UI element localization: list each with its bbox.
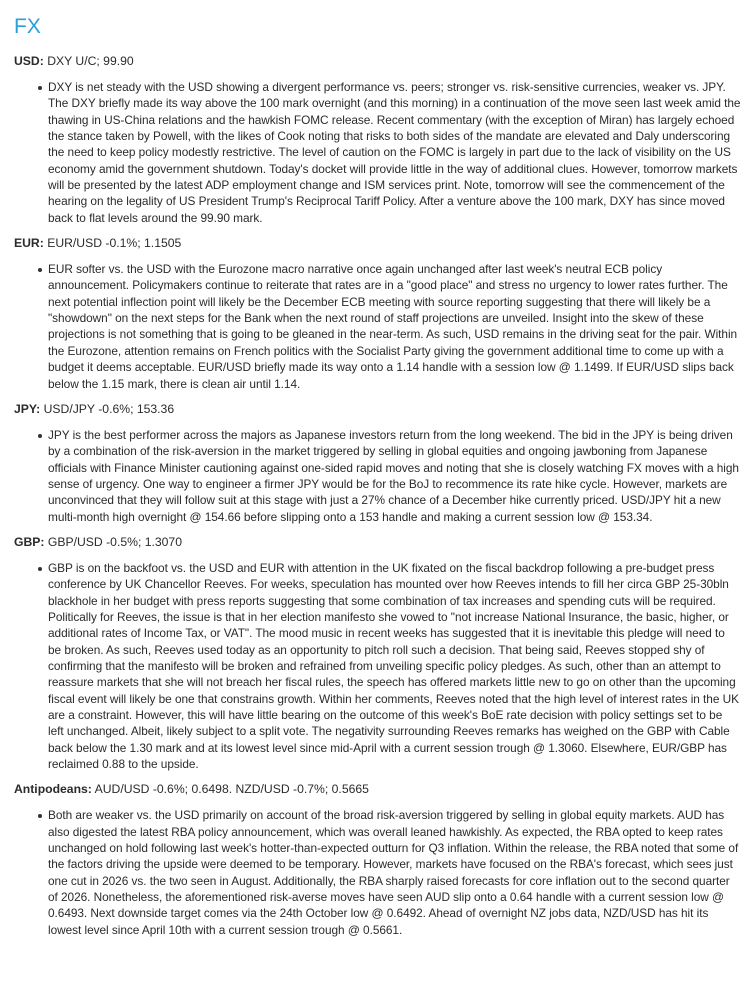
section-name: USD: [14, 54, 44, 68]
section-gbp [14, 534, 741, 772]
bullet-text: EUR softer vs. the USD with the Eurozone macro narrative once again unchanged after last week's neutral ECB policy announcement. Policymakers continue to reiterate that rates are in a "good place" and stress no urgency to lower rates further. The next potential inflection point will likely be the December ECB meeting with source reporting suggesting that there will likely be a "showdown" on the next steps for the Bank when the next round of staff projections are unveiled. Insight into the skew of these projections is not something that is going to be gleaned in the near-term. As such, USD remains in the driving seat for the pair. Within the Eurozone, attention remains on French politics with the Socialist Party giving the government additional time to come up with a budget it deems acceptable. EUR/USD briefly made its way onto a 1.14 handle with a session low @ 1.1499. If EUR/USD slips back below the 1.15 mark, there is clean air until 1.14. [48, 261, 741, 392]
section-label [14, 401, 741, 417]
section-name: JPY: [14, 401, 41, 416]
section-quote: GBP/USD -0.5%; 1.3070 [47, 534, 182, 549]
section-jpy [14, 401, 741, 525]
bullet-text: JPY is the best performer across the majors as Japanese investors return from the long weekend. The bid in the JPY is being driven by a combination of the risk-aversion in the market triggered by selling in global equities and ongoing jawboning from Japanese officials with Finance Minister cautioning against one-sided rapid moves and noting that she is closely watching FX moves with a high sense of urgency. One way to engineer a firmer JPY would be for the BoJ to recommence its rate hike cycle. However, markets are unconvinced that they will follow suit at this stage with just a 27% chance of a December hike currently priced. USD/JPY hit a new multi-month high overnight @ 154.66 before slipping onto a 153 handle and making a current session low @ 153.34. [48, 427, 741, 525]
section-antipodeans [14, 781, 741, 938]
bullet-list [14, 261, 741, 392]
section-eur [14, 235, 741, 392]
bullet-text: DXY is net steady with the USD showing a divergent performance vs. peers; stronger vs. risk-sensitive currencies, weaker vs. JPY. The DXY briefly made its way above the 100 mark overnight (and this morning) in a continuation of the move seen last week amid the thawing in US-China relations and the hawkish FOMC release. Recent commentary (with the exception of Miran) has largely echoed the stance taken by Powell, with the likes of Cook noting that risks to both sides of the mandate are elevated and Daly underscoring the need to keep policy modestly restrictive. The level of caution on the FOMC is largely in part due to the lack of visibility on the US economy amid the government shutdown. Today's docket will provide little in the way of additional clues. However, tomorrow markets will be presented by the latest ADP employment change and ISM services print. Note, tomorrow will see the commencement of the hearing on the legality of US President Trump's Reciprocal Tariff Policy. After a venture above the 100 mark, DXY has since moved back to flat levels around the 99.90 mark. [48, 80, 741, 225]
section-quote: AUD/USD -0.6%; 0.6498. NZD/USD -0.7%; 0.5665 [94, 782, 369, 797]
section-label [14, 781, 741, 797]
section-quote: DXY U/C; 99.90 [47, 54, 134, 68]
bullet-list [14, 427, 741, 525]
section-label [14, 235, 741, 251]
bullet-list [14, 807, 741, 938]
bullet-list [14, 560, 741, 772]
section-quote: EUR/USD -0.1%; 1.1505 [47, 236, 182, 251]
section-name: EUR: [14, 236, 44, 251]
section-label [14, 534, 741, 550]
page-title: FX [14, 15, 41, 38]
section-quote: USD/JPY -0.6%; 153.36 [43, 401, 175, 416]
section-name: GBP: [14, 534, 45, 549]
bullet-text: GBP is on the backfoot vs. the USD and EUR with attention in the UK fixated on the fiscal backdrop following a pre-budget press conference by UK Chancellor Reeves. For weeks, speculation has mounted over how Reeves intends to fill her circa GBP 25-30bln blackhole in her budget with press reports suggesting that some combination of tax increases and spending cuts will be required. Politically for Reeves, the issue is that in her election manifesto she vowed to "not increase National Insurance, the basic, higher, or additional rates of Income Tax, or VAT". The mood music in recent weeks has suggested that it is inevitable this pledge will need to be broken. As such, Reeves used today as an opportunity to pitch roll such a decision. That being said, Reeves stopped shy of confirming that the manifesto will be broken and refrained from unveiling specific policy pledges. As such, other than an attempt to reassure markets that she will not breach her fiscal rules, the speech has offered markets little new to go on other than the upcoming fiscal event will likely be one that constrains growth. Within her comments, Reeves noted that the high level of interest rates in the UK are a constraint. However, this will have little bearing on the outcome of this week's BoE rate decision with policy settings set to be left unchanged. Albeit, likely subject to a split vote. The negativity surrounding Reeves remarks has weighed on the GBP with Cable back below the 1.30 mark and at its lowest level since mid-April with a current session trough @ 1.3060. Elsewhere, EUR/GBP has reclaimed 0.88 to the upside. [48, 560, 741, 772]
section-name: Antipodeans: [14, 782, 92, 797]
section-label [14, 53, 741, 69]
section-usd [14, 53, 741, 226]
bullet-list [14, 79, 741, 226]
bullet-text: Both are weaker vs. the USD primarily on account of the broad risk-aversion triggered by selling in global equity markets. AUD has also digested the latest RBA policy announcement, which was overall leaned hawkishly. As expected, the RBA opted to keep rates unchanged on hold following last week's hotter-than-expected outturn for Q3 inflation. Within the release, the RBA noted that some of the factors driving the upside were deemed to be temporary. However, markets have focused on the RBA's forecast, which sees just one cut in 2026 vs. the two seen in August. Additionally, the RBA sharply raised forecasts for core inflation out to the second quarter of 2026. Nonetheless, the aforementioned risk-averse moves have seen AUD slip onto a 0.64 handle with a current session low @ 0.6493. Next downside target comes via the 24th October low @ 0.6492. Ahead of overnight NZ jobs data, NZD/USD has hit its lowest level since April 10th with a current session trough @ 0.5661. [48, 807, 741, 938]
